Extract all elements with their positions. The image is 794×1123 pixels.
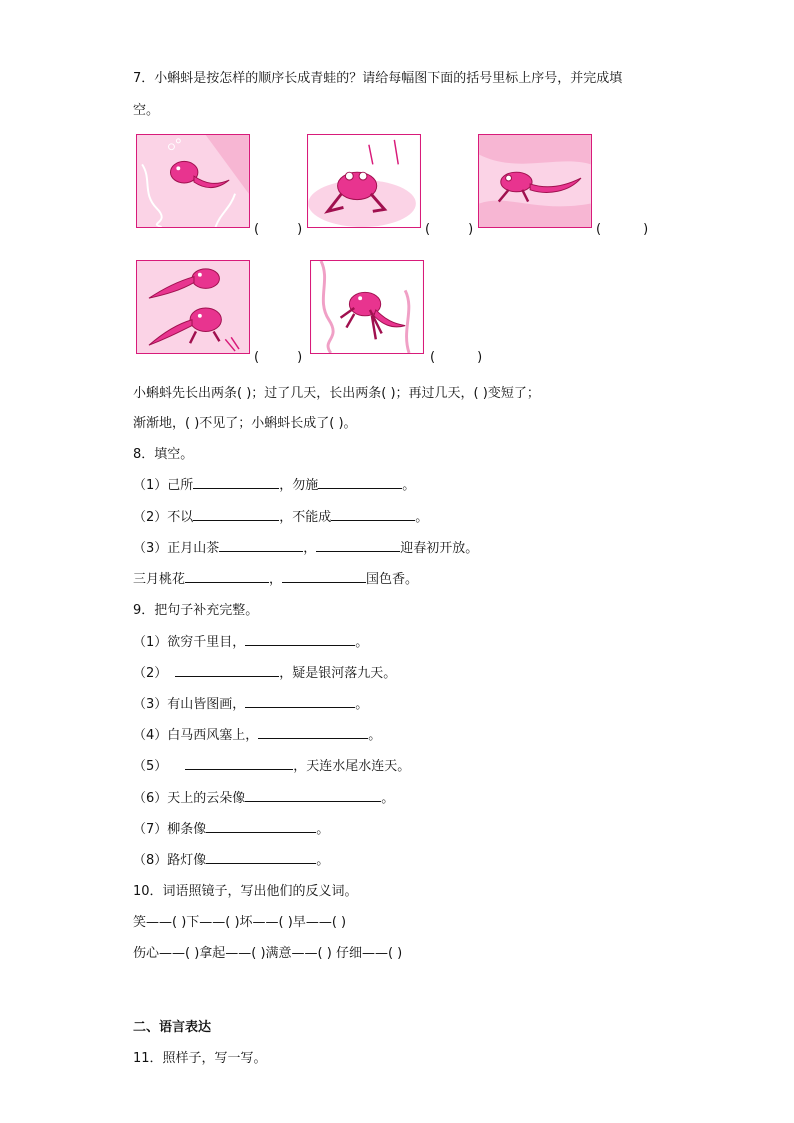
q9-item-7 xyxy=(133,818,329,837)
q9-item-5-text: （5） xyxy=(133,759,168,774)
q8-item-1-text: （1）己所 xyxy=(133,478,194,493)
paren-open: ( xyxy=(425,222,431,237)
q8-item-2-end: 。 xyxy=(415,510,429,525)
blank-input[interactable] xyxy=(185,570,269,583)
tadpole-picture-3 xyxy=(478,134,592,228)
answer-paren-3[interactable] xyxy=(596,222,648,237)
blank-input[interactable] xyxy=(193,476,279,489)
q9-item-8-end: 。 xyxy=(316,853,330,868)
blank-input[interactable] xyxy=(185,757,293,770)
q9-item-5 xyxy=(133,755,410,774)
q7-fill-line1[interactable]: 小蝌蚪先长出两条( )；过了几天，长出两条( )；再过几天，( )变短了； xyxy=(133,386,540,401)
q9-item-5-end: ，天连水尾水连天。 xyxy=(293,759,411,774)
q8-item-3-comma: ， xyxy=(303,541,317,556)
q8-item-4 xyxy=(133,568,418,587)
answer-paren-4[interactable] xyxy=(254,350,302,365)
answer-paren-2[interactable] xyxy=(425,222,473,237)
q10-title: 10．词语照镜子，写出他们的反义词。 xyxy=(133,884,358,899)
paren-close: ) xyxy=(297,222,303,237)
q9-item-1-end: 。 xyxy=(355,635,369,650)
q9-item-3-end: 。 xyxy=(355,697,369,712)
blank-input[interactable] xyxy=(193,508,279,521)
paren-open: ( xyxy=(254,222,260,237)
q8-item-1-text2: ，勿施 xyxy=(279,478,319,493)
paren-open: ( xyxy=(430,350,436,365)
q8-item-4-text: 三月桃花 xyxy=(133,572,186,587)
section-2-title: 二、语言表达 xyxy=(133,1020,212,1035)
q9-item-6-end: 。 xyxy=(381,791,395,806)
blank-input[interactable] xyxy=(316,539,400,552)
tadpole-picture-2 xyxy=(307,134,421,228)
q7-text-line2: 空。 xyxy=(133,103,160,118)
q9-item-1-text: （1）欲穷千里目， xyxy=(133,635,246,650)
paren-close: ) xyxy=(643,222,649,237)
blank-input[interactable] xyxy=(175,664,279,677)
q10-row-1[interactable]: 笑——( )下——( )坏——( )早——( ) xyxy=(133,915,347,930)
blank-input[interactable] xyxy=(331,508,415,521)
blank-input[interactable] xyxy=(245,633,355,646)
blank-input[interactable] xyxy=(318,476,402,489)
q7-text-line1: 7．小蝌蚪是按怎样的顺序长成青蛙的？请给每幅图下面的括号里标上序号，并完成填 xyxy=(133,71,623,86)
tadpole-icon xyxy=(137,135,249,227)
q8-item-4-end: 国色香。 xyxy=(366,572,419,587)
blank-input[interactable] xyxy=(219,539,303,552)
paren-open: ( xyxy=(254,350,260,365)
q8-item-2-text2: ，不能成 xyxy=(279,510,332,525)
blank-input[interactable] xyxy=(258,726,368,739)
frog-icon xyxy=(308,135,420,227)
q8-item-2-text: （2）不以 xyxy=(133,510,194,525)
q9-item-4-end: 。 xyxy=(368,728,382,743)
answer-paren-1[interactable] xyxy=(254,222,302,237)
blank-input[interactable] xyxy=(206,851,316,864)
q9-item-4 xyxy=(133,724,381,743)
paren-close: ) xyxy=(297,350,303,365)
q9-item-2-end: ，疑是银河落九天。 xyxy=(279,666,397,681)
q9-item-6 xyxy=(133,787,394,806)
q9-item-1 xyxy=(133,631,368,650)
tadpole-four-legs-icon xyxy=(311,261,423,353)
q9-item-7-end: 。 xyxy=(316,822,330,837)
q9-item-8 xyxy=(133,849,329,868)
q8-item-4-comma: ， xyxy=(269,572,283,587)
q9-item-2-text: （2） xyxy=(133,666,168,681)
tadpole-picture-1 xyxy=(136,134,250,228)
q9-item-4-text: （4）白马西风塞上， xyxy=(133,728,259,743)
q8-item-2 xyxy=(133,506,428,525)
q8-item-1-end: 。 xyxy=(402,478,416,493)
q8-item-3-text: （3）正月山茶 xyxy=(133,541,220,556)
tadpole-picture-4 xyxy=(136,260,250,354)
answer-paren-5[interactable] xyxy=(430,350,482,365)
q8-item-1 xyxy=(133,474,415,493)
q7-fill-line2[interactable]: 渐渐地，( )不见了；小蝌蚪长成了( )。 xyxy=(133,416,357,431)
q9-item-3 xyxy=(133,693,368,712)
q9-item-2 xyxy=(133,662,396,681)
q9-item-6-text: （6）天上的云朵像 xyxy=(133,791,246,806)
blank-input[interactable] xyxy=(245,789,381,802)
tadpole-picture-5 xyxy=(310,260,424,354)
froglet-icon xyxy=(479,135,591,227)
q11-title: 11．照样子，写一写。 xyxy=(133,1051,267,1066)
blank-input[interactable] xyxy=(206,820,316,833)
q9-item-7-text: （7）柳条像 xyxy=(133,822,207,837)
paren-open: ( xyxy=(596,222,602,237)
q9-title: 9．把句子补充完整。 xyxy=(133,603,259,618)
blank-input[interactable] xyxy=(282,570,366,583)
tadpole-legs-icon xyxy=(137,261,249,353)
q9-item-8-text: （8）路灯像 xyxy=(133,853,207,868)
q9-item-3-text: （3）有山皆图画， xyxy=(133,697,246,712)
q10-row-2[interactable]: 伤心——( )拿起——( )满意——( ) 仔细——( ) xyxy=(133,946,403,961)
q8-title: 8．填空。 xyxy=(133,447,194,462)
blank-input[interactable] xyxy=(245,695,355,708)
paren-close: ) xyxy=(477,350,483,365)
q8-item-3 xyxy=(133,537,478,556)
paren-close: ) xyxy=(468,222,474,237)
q8-item-3-end: 迎春初开放。 xyxy=(400,541,479,556)
